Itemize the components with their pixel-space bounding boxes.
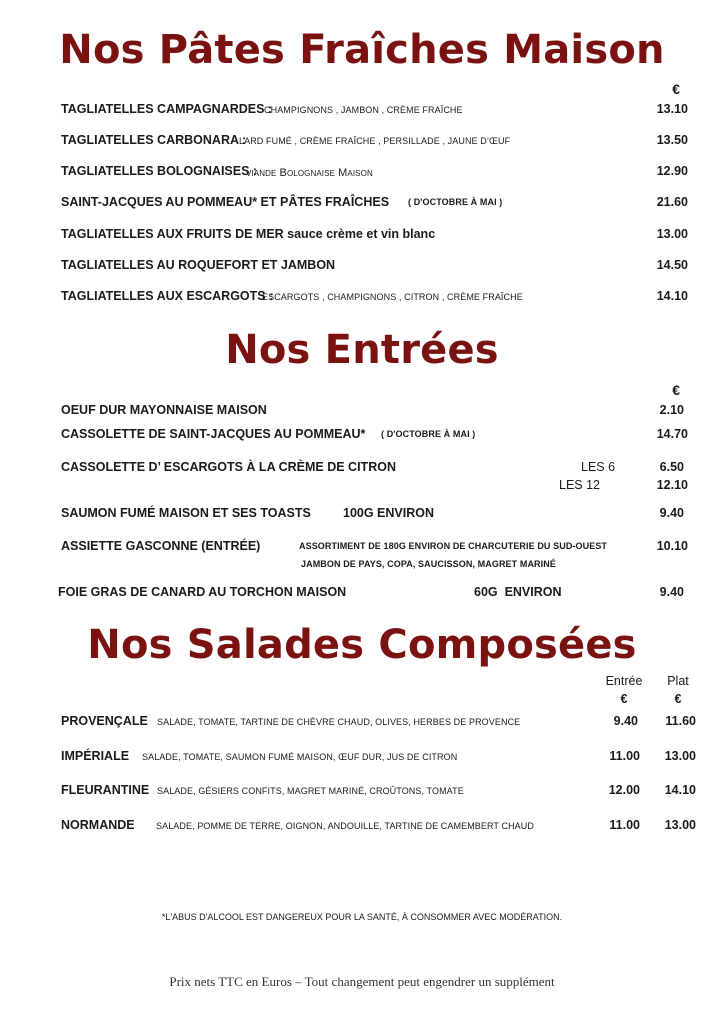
- item-name: CASSOLETTE D’ ESCARGOTS À LA CRÈME DE CITRON: [61, 460, 396, 474]
- item-description: viande Bolognaise Maison: [246, 167, 373, 179]
- item-name: FLEURANTINE: [61, 783, 150, 797]
- item-price: 21.60: [656, 195, 688, 209]
- item-price-entree: 9.40: [613, 714, 638, 728]
- item-name: TAGLIATELLES CAMPAGNARDES :: [61, 102, 273, 116]
- item-price-entree: 12.00: [608, 783, 640, 797]
- item-quantity: 60G ENVIRON: [474, 585, 562, 599]
- item-name: FOIE GRAS DE CANARD AU TORCHON MAISON: [58, 585, 347, 599]
- item-price: 9.40: [659, 585, 684, 599]
- item-price: 12.90: [656, 164, 688, 178]
- column-header-plat: Plat: [667, 674, 689, 688]
- currency-header: €: [620, 692, 628, 706]
- item-price: 13.00: [656, 227, 688, 241]
- item-price: 10.10: [656, 539, 688, 553]
- item-price: 2.10: [659, 403, 684, 417]
- item-price-plat: 13.00: [664, 749, 696, 763]
- item-price: 14.50: [656, 258, 688, 272]
- item-name: OEUF DUR MAYONNAISE MAISON: [61, 403, 267, 417]
- item-description: SALADE, GÉSIERS CONFITS, MAGRET MARINÉ, CROÛTONS, TOMATE: [157, 786, 464, 796]
- currency-header: €: [672, 382, 680, 398]
- item-price-entree: 11.00: [609, 749, 640, 763]
- item-price: 13.50: [656, 133, 688, 147]
- item-name: TAGLIATELLES AUX FRUITS DE MER sauce crème et vin blanc: [61, 227, 436, 241]
- item-availability: ( D'OCTOBRE À MAI ): [408, 197, 503, 207]
- item-name: CASSOLETTE DE SAINT-JACQUES AU POMMEAU*: [61, 427, 366, 441]
- item-price: 14.70: [656, 427, 688, 441]
- currency-header: €: [672, 81, 680, 97]
- item-price: 9.40: [659, 506, 684, 520]
- column-header-entree: Entrée: [605, 674, 643, 688]
- item-name: TAGLIATELLES BOLOGNAISES :: [61, 164, 258, 178]
- item-name: PROVENÇALE: [61, 714, 148, 728]
- section-title-salades: Nos Salades Composées: [87, 622, 637, 668]
- item-price-plat: 14.10: [664, 783, 696, 797]
- item-name: SAUMON FUMÉ MAISON ET SES TOASTS: [61, 506, 311, 520]
- item-description: CHAMPIGNONS , JAMBON , CRÈME FRAÎCHE: [264, 105, 463, 115]
- item-quantity: 100G ENVIRON: [343, 506, 435, 520]
- footer-note: Prix nets TTC en Euros – Tout changement peut engendrer un supplément: [169, 974, 555, 989]
- item-description: SALADE, TOMATE, SAUMON FUMÉ MAISON, ŒUF DUR, JUS DE CITRON: [142, 752, 458, 762]
- item-name: ASSIETTE GASCONNE (ENTRÉE): [61, 539, 261, 553]
- item-portion: LES 6: [581, 460, 616, 474]
- item-price-entree: 11.00: [609, 818, 640, 832]
- item-description: ESCARGOTS , CHAMPIGNONS , CITRON , CRÈME FRAÎCHE: [262, 292, 523, 302]
- currency-header: €: [674, 692, 682, 706]
- item-portion: LES 12: [559, 478, 601, 492]
- item-description: ASSORTIMENT DE 180G ENVIRON DE CHARCUTERIE DU SUD-OUEST: [299, 541, 608, 551]
- section-title-pates: Nos Pâtes Fraîches Maison: [59, 27, 665, 73]
- item-price: 14.10: [656, 289, 688, 303]
- item-description: LARD FUMÉ , CRÈME FRAÎCHE , PERSILLADE , JAUNE D’ŒUF: [239, 136, 511, 146]
- item-name: TAGLIATELLES AU ROQUEFORT ET JAMBON: [61, 258, 336, 272]
- item-name: TAGLIATELLES AUX ESCARGOTS :: [61, 289, 274, 303]
- item-name: TAGLIATELLES CARBONARA :: [61, 133, 247, 147]
- item-name: IMPÉRIALE: [61, 749, 130, 763]
- item-availability: ( D'OCTOBRE À MAI ): [381, 429, 476, 439]
- section-title-entrees: Nos Entrées: [225, 327, 499, 373]
- item-price: 6.50: [659, 460, 684, 474]
- item-price-plat: 13.00: [664, 818, 696, 832]
- item-name: SAINT-JACQUES AU POMMEAU* ET PÂTES FRAÎCHES: [61, 195, 390, 209]
- item-description: SALADE, POMME DE TERRE, OIGNON, ANDOUILLE, TARTINE DE CAMEMBERT CHAUD: [156, 821, 534, 831]
- item-price-plat: 11.60: [665, 714, 696, 728]
- item-price: 13.10: [656, 102, 688, 116]
- item-description: SALADE, TOMATE, TARTINE DE CHÈVRE CHAUD, OLIVES, HERBES DE PROVENCE: [157, 717, 521, 727]
- item-price: 12.10: [656, 478, 688, 492]
- alcohol-warning: *L'ABUS D'ALCOOL EST DANGEREUX POUR LA SANTÉ, À CONSOMMER AVEC MODÉRATION.: [161, 912, 563, 922]
- item-description: JAMBON DE PAYS, COPA, SAUCISSON, MAGRET MARINÉ: [301, 559, 556, 569]
- item-name: NORMANDE: [61, 818, 135, 832]
